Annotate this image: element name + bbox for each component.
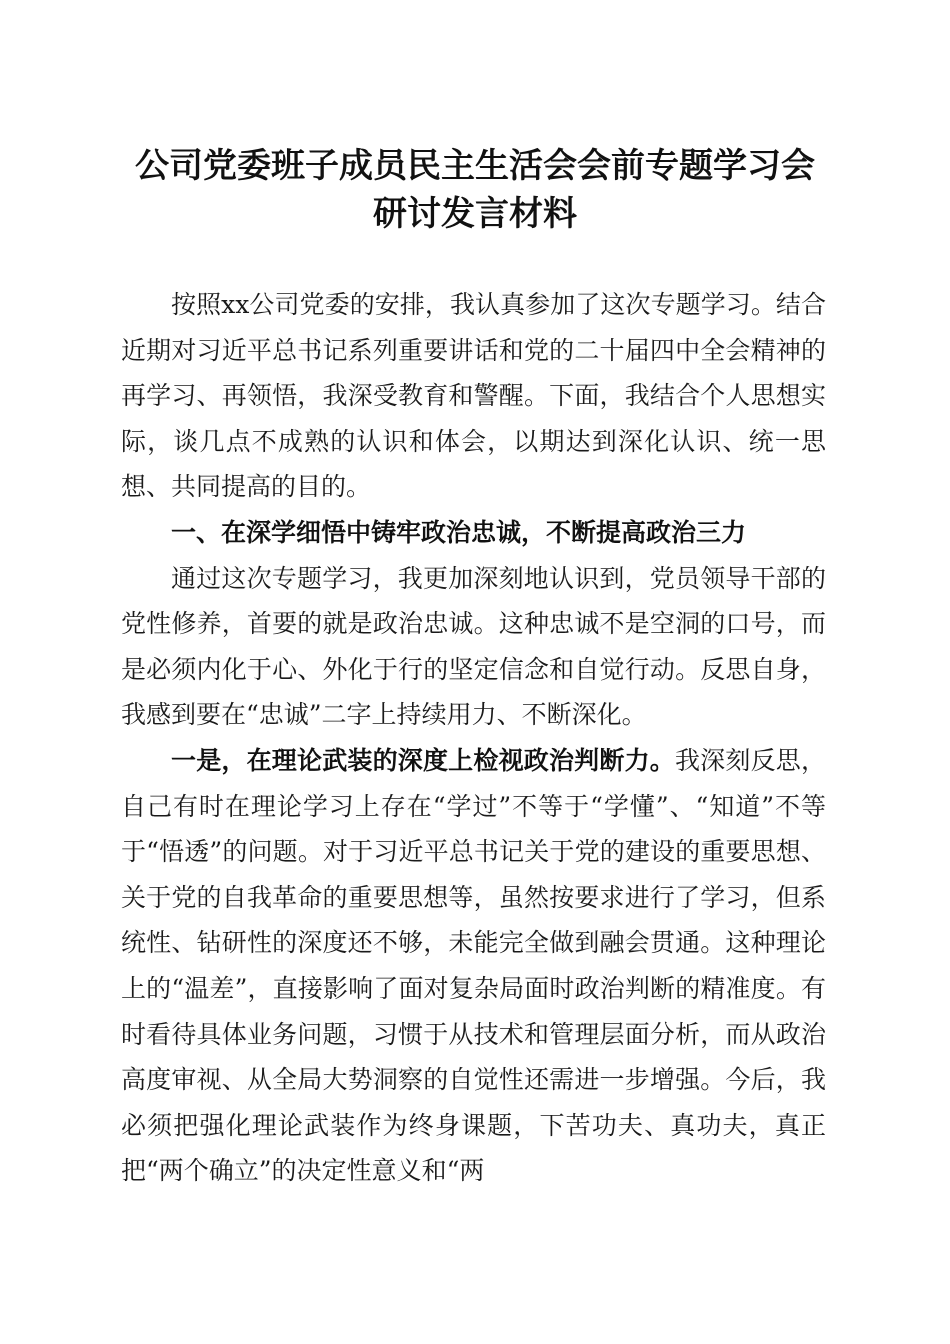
document-title-line2: 研讨发言材料 (373, 194, 577, 234)
section1-paragraph: 通过这次专题学习，我更加深刻地认识到，党员领导干部的党性修养，首要的就是政治忠诚。这种忠诚不是空洞的口号，而是必须内化于心、外化于行的坚定信念和自觉行动。反思自身，我感到要在“忠诚”二字上持续用力、不断深化。 (121, 563, 826, 730)
section1-heading: 一、在深学细悟中铸牢政治忠诚，不断提高政治三力 (171, 517, 747, 547)
document-body (121, 282, 826, 1194)
point1-body: 我深刻反思，自己有时在理论学习上存在“学过”不等于“学懂”、“知道”不等于“悟透”的问题。对于习近平总书记关于党的建设的重要思想、关于党的自我革命的重要思想等，虽然按要求进行了学习，但系统性、钻研性的深度还不够，未能完全做到融会贯通。这种理论上的“温差”，直接影响了面对复杂局面时政治判断的精准度。有时看待具体业务问题，习惯于从技术和管理层面分析，而从政治高度审视、从全局大势洞察的自觉性还需进一步增强。今后，我必须把强化理论武装作为终身课题，下苦功夫、真功夫，真正把“两个确立”的决定性意义和“两 (121, 745, 826, 1186)
intro-paragraph: 按照xx公司党委的安排，我认真参加了这次专题学习。结合近期对习近平总书记系列重要讲话和党的二十届四中全会精神的再学习、再领悟，我深受教育和警醒。下面，我结合个人思想实际，谈几点不成熟的认识和体会，以期达到深化认识、统一思想、共同提高的目的。 (121, 290, 826, 502)
point1-lead: 一是，在理论武装的深度上检视政治判断力。 (171, 745, 675, 775)
document-title-line1: 公司党委班子成员民主生活会会前专题学习会 (135, 146, 815, 186)
point1-paragraph (121, 738, 826, 1194)
